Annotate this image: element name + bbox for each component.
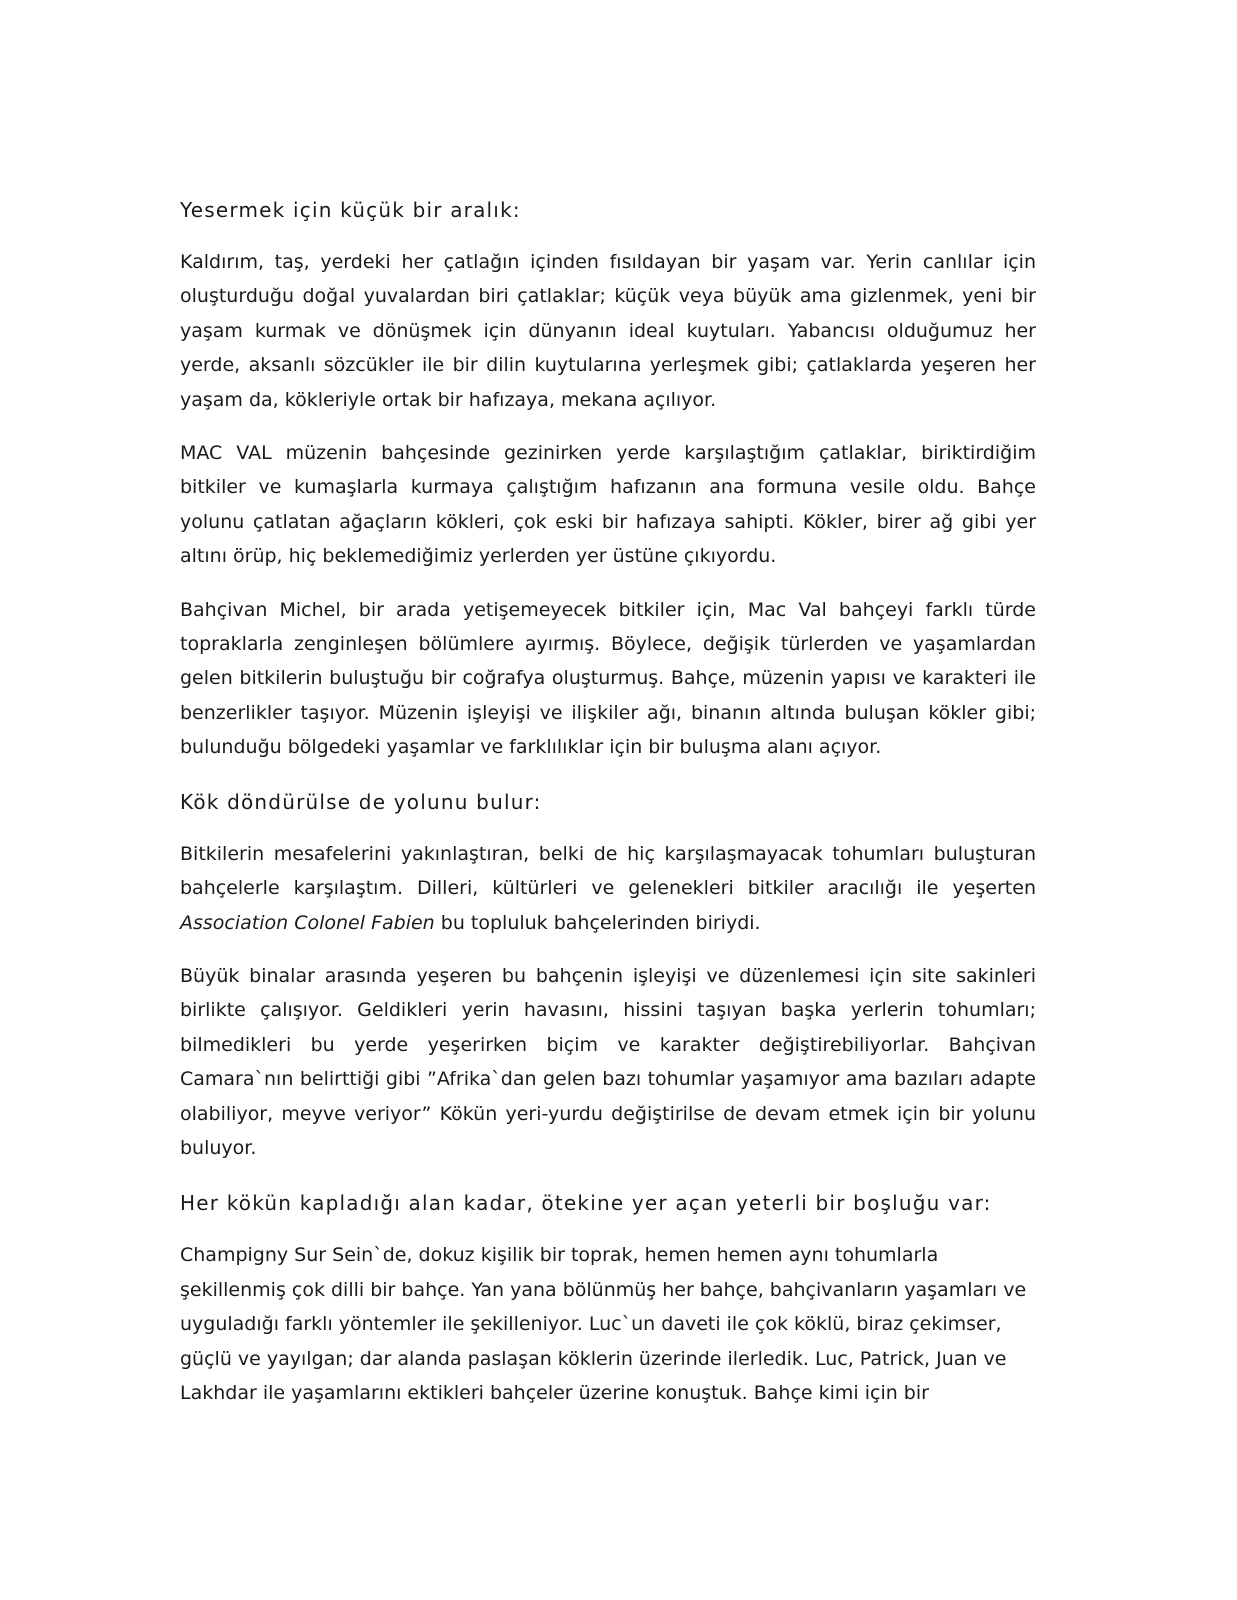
section-heading: Kök döndürülse de yolunu bulur: [180, 789, 542, 814]
section-heading: Yesermek için küçük bir aralık: [180, 198, 521, 222]
organization-name: Association Colonel Fabien [180, 911, 435, 934]
paragraph: Bahçivan Michel, bir arada yetişemeyecek bitkiler için, Mac Val bahçeyi farklı türde topraklarla zenginleşen bölümlere ayırmış. Böylece, değişik türlerden ve yaşamlardan gelen bitkilerin buluştuğu bir coğrafya oluşturmuş. Bahçe, müzenin yapısı ve karakteri ile benzerlikler taşıyor. Müzenin işleyişi ve ilişkiler ağı, binanın altında buluşan kökler gibi; bulunduğu bölgedeki yaşamlar ve farklılıklar için bir buluşma alanı açıyor. [180, 598, 1036, 759]
paragraph-text: Bitkilerin mesafelerini yakınlaştıran, belki de hiç karşılaşmayacak tohumları buluşturan bahçelerle karşılaştım. Dilleri, kültürleri ve gelenekleri bitkiler aracılığı ile yeşerten [180, 842, 1036, 900]
paragraph: MAC VAL müzenin bahçesinde gezinirken yerde karşılaştığım çatlaklar, biriktirdiğim bitkiler ve kumaşlarla kurmaya çalıştığım hafızanın ana formuna vesile oldu. Bahçe yolunu çatlatan ağaçların kökleri, çok eski bir hafızaya sahipti. Kökler, birer ağ gibi yer altını örüp, hiç beklemediğimiz yerlerden yer üstüne çıkıyordu. [180, 442, 1036, 568]
paragraph: Kaldırım, taş, yerdeki her çatlağın içinden fısıldayan bir yaşam var. Yerin canlılar için oluşturduğu doğal yuvalardan biri çatlaklar; küçük veya büyük ama gizlenmek, yeni bir yaşam kurmak ve dönüşmek için dünyanın ideal kuytuları. Yabancısı olduğumuz her yerde, aksanlı sözcükler ile bir dilin kuytularına yerleşmek gibi; çatlaklarda yeşeren her yaşam da, kökleriyle ortak bir hafızaya, mekana açılıyor. [180, 251, 1036, 411]
paragraph: Büyük binalar arasında yeşeren bu bahçenin işleyişi ve düzenlemesi için site sakinleri birlikte çalışıyor. Geldikleri yerin havasını, hissini taşıyan başka yerlerin tohumları; bilmedikleri bu yerde yeşerirken biçim ve karakter değiştirebiliyorlar. Bahçivan Camara`nın belirttiği gibi ”Afrika`dan gelen bazı tohumlar yaşamıyor ama bazıları adapte olabiliyor, meyve veriyor” Kökün yeri-yurdu değiştirilse de devam etmek için bir yolunu buluyor. [180, 964, 1036, 1159]
paragraph: Champigny Sur Sein`de, dokuz kişilik bir toprak, hemen hemen aynı tohumlarla şekillenmiş çok dilli bir bahçe. Yan yana bölünmüş her bahçe, bahçivanların yaşamları ve uyguladığı farklı yöntemler ile şekilleniyor. Luc`un daveti ile çok köklü, biraz çekimser, güçlü ve yayılgan; dar alanda paslaşan köklerin üzerinde ilerledik. Luc, Patrick, Juan ve Lakhdar ile yaşamlarını ektikleri bahçeler üzerine konuştuk. Bahçe kimi için bir [180, 1244, 1027, 1404]
document-page [180, 195, 1036, 1410]
section-heading: Her kökün kapladığı alan kadar, ötekine yer açan yeterli bir boşluğu var: [180, 1191, 992, 1216]
paragraph-text: bu topluluk bahçelerinden biriydi. [434, 911, 761, 934]
paragraph [180, 837, 1036, 940]
